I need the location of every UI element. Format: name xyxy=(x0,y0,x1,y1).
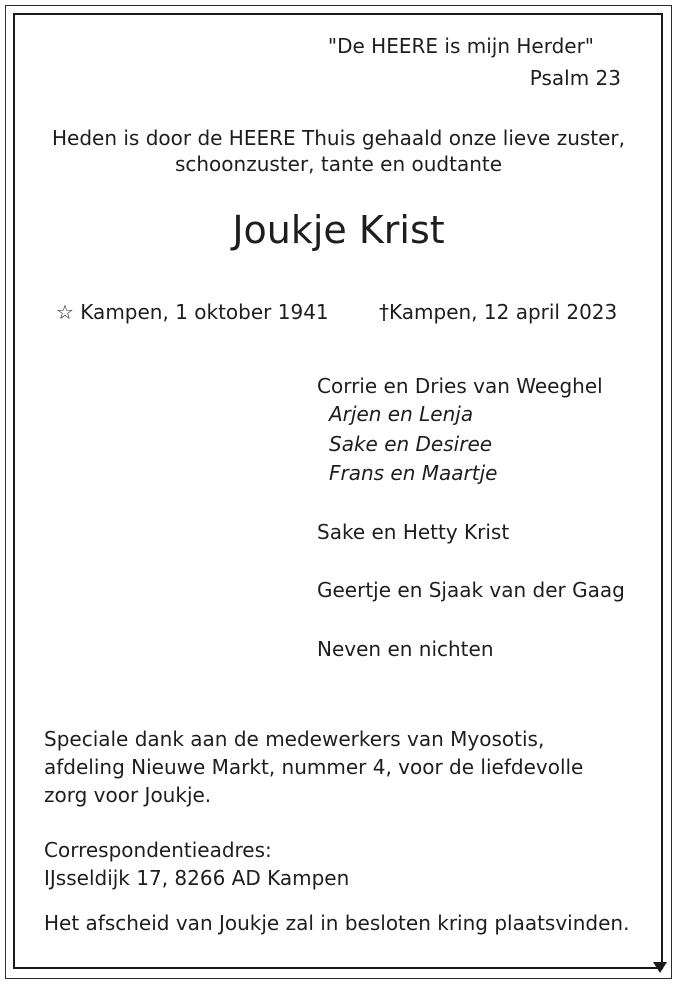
family-1-child: Sake en Desiree xyxy=(329,432,493,456)
birth-date: Kampen, 1 oktober 1941 xyxy=(80,300,329,324)
cross-icon: † xyxy=(379,300,389,324)
thanks-line-2: afdeling Nieuwe Markt, nummer 4, voor de liefdevolle xyxy=(44,755,584,779)
announcement-line-2: schoonzuster, tante en oudtante xyxy=(174,152,503,176)
quote-text: "De HEERE is mijn Herder" xyxy=(327,34,594,58)
family-1-child: Arjen en Lenja xyxy=(329,402,474,426)
correspondence-address: IJsseldijk 17, 8266 AD Kampen xyxy=(44,866,350,890)
family-1: Corrie en Dries van Weeghel xyxy=(317,374,603,398)
family-4: Neven en nichten xyxy=(317,637,494,661)
correspondence-label: Correspondentieadres: xyxy=(44,838,272,862)
thanks-line-1: Speciale dank aan de medewerkers van Myosotis, xyxy=(44,727,545,751)
announcement-line-1: Heden is door de HEERE Thuis gehaald onze lieve zuster, xyxy=(51,126,626,150)
death-line xyxy=(379,300,617,324)
death-date: Kampen, 12 april 2023 xyxy=(389,300,618,324)
triangle-down-icon xyxy=(653,962,667,973)
birth-line xyxy=(56,300,329,324)
star-icon: ☆ xyxy=(56,300,74,324)
quote-reference: Psalm 23 xyxy=(529,66,621,90)
farewell-note: Het afscheid van Joukje zal in besloten kring plaatsvinden. xyxy=(44,911,630,935)
thanks-line-3: zorg voor Joukje. xyxy=(44,783,212,807)
family-3: Geertje en Sjaak van der Gaag xyxy=(317,578,625,602)
family-2: Sake en Hetty Krist xyxy=(317,520,510,544)
deceased-name: Joukje Krist xyxy=(232,208,445,252)
family-1-child: Frans en Maartje xyxy=(329,461,498,485)
